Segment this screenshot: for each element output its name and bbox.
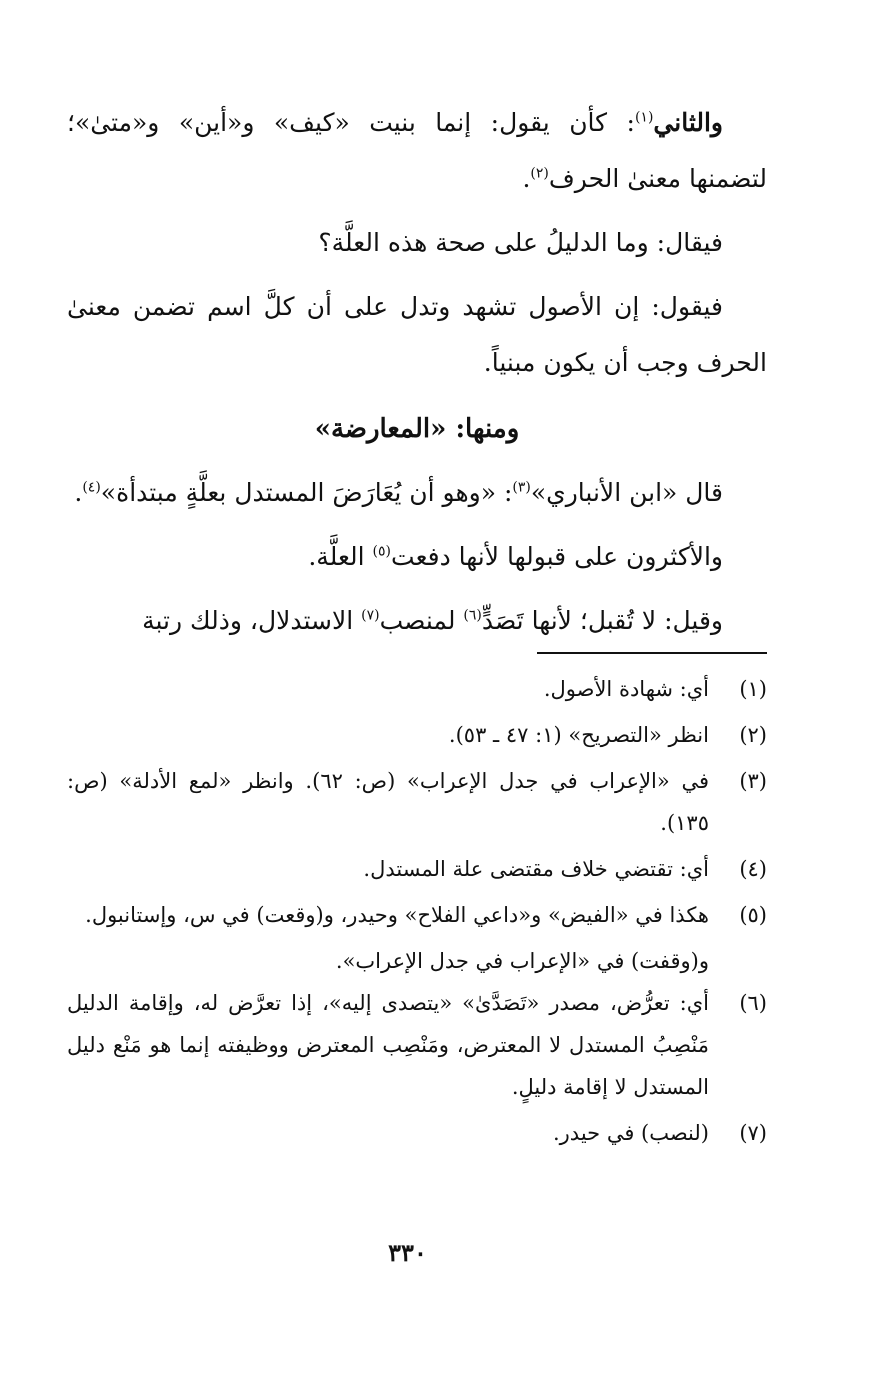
footnote-text: أي: تعرُّض، مصدر «تَصَدَّىٰ» «يتصدى إليه»، إذا تعرَّض له، وإقامة الدليل مَنْصِبُ المستدل لا المعترض، ومَنْصِب المعترض ووظيفته إنما هو مَنْع دليل المستدل لا إقامة دليلٍ.: [67, 991, 709, 1099]
footnote-item: [67, 714, 767, 756]
paragraph-6: [67, 593, 767, 649]
footnote-number: (٣): [739, 769, 767, 793]
paragraph-1-lead: والثاني: [653, 108, 723, 137]
paragraph-5-text-a: والأكثرون على قبولها لأنها دفعت: [391, 542, 723, 571]
footnote-number: (٦): [739, 991, 767, 1015]
paragraph-1-text: : كأن يقول: إنما بنيت «كيف» و«أين» و«متىٰ»؛ لتضمنها معنىٰ الحرف: [67, 108, 767, 193]
footnote-text: أي: تقتضي خلاف مقتضى علة المستدل.: [363, 857, 709, 881]
footnote-item: [67, 1112, 767, 1154]
footnote-ref-1: (١): [634, 109, 654, 126]
footnote-item: [67, 848, 767, 890]
paragraph-4-text-b: : «وهو أن يُعَارَضَ المستدل بعلَّةٍ مبتدأة»: [100, 478, 513, 507]
footnote-item: [67, 760, 767, 844]
paragraph-5: [67, 529, 767, 585]
paragraph-5-text-b: العلَّة.: [308, 542, 373, 571]
paragraph-3: فيقول: إن الأصول تشهد وتدل على أن كلَّ اسم تضمن معنىٰ الحرف وجب أن يكون مبنياً.: [67, 292, 767, 377]
page-number: ٣٣٠: [388, 1238, 427, 1267]
main-text: [67, 95, 767, 657]
footnote-ref-3: (٣): [512, 479, 531, 496]
footnote-ref-4: (٤): [82, 479, 101, 496]
paragraph-1: [67, 95, 767, 207]
paragraph-6-text-a: وقيل: لا تُقبل؛ لأنها تَصَدٍّ: [481, 606, 723, 635]
footnote-text: انظر «التصريح» (١: ٤٧ ـ ٥٣).: [448, 723, 709, 747]
footnote-ref-2: (٢): [530, 165, 549, 182]
paragraph-6-text-b: لمنصب: [379, 606, 464, 635]
footnote-number: (١): [739, 677, 767, 701]
footnotes: [67, 668, 767, 1158]
footnote-text: هكذا في «الفيض» و«داعي الفلاح» وحيدر، و(وقعت) في س، وإستانبول.: [85, 903, 709, 927]
footnote-ref-5: (٥): [372, 543, 392, 560]
footnote-item: [67, 894, 767, 936]
footnote-number: (٢): [739, 723, 767, 747]
section-heading: ومنها: «المعارضة»: [314, 414, 520, 444]
paragraph-2: فيقال: وما الدليلُ على صحة هذه العلَّة؟: [318, 228, 723, 257]
paragraph-6-text-c: الاستدلال، وذلك رتبة: [142, 606, 362, 635]
footnote-text: في «الإعراب في جدل الإعراب» (ص: ٦٢). وانظر «لمع الأدلة» (ص: ١٣٥).: [67, 769, 709, 835]
footnote-item: [67, 668, 767, 710]
footnote-number: (٥): [739, 903, 767, 927]
footnote-number: (٧): [739, 1121, 767, 1145]
footnote-number: (٤): [739, 857, 767, 881]
paragraph-1-end: .: [522, 164, 531, 193]
paragraph-4-text-a: قال «ابن الأنباري»: [530, 478, 723, 507]
footnote-item: [67, 982, 767, 1108]
footnote-ref-6: (٦): [463, 607, 482, 624]
paragraph-4-end: .: [74, 478, 83, 507]
footnote-continuation: و(وقفت) في «الإعراب في جدل الإعراب».: [335, 949, 709, 973]
paragraph-4: [67, 465, 767, 521]
footnote-ref-7: (٧): [361, 607, 380, 624]
footnote-divider: [537, 652, 767, 654]
footnote-text: أي: شهادة الأصول.: [543, 677, 709, 701]
footnote-text: (لنصب) في حيدر.: [552, 1121, 709, 1145]
